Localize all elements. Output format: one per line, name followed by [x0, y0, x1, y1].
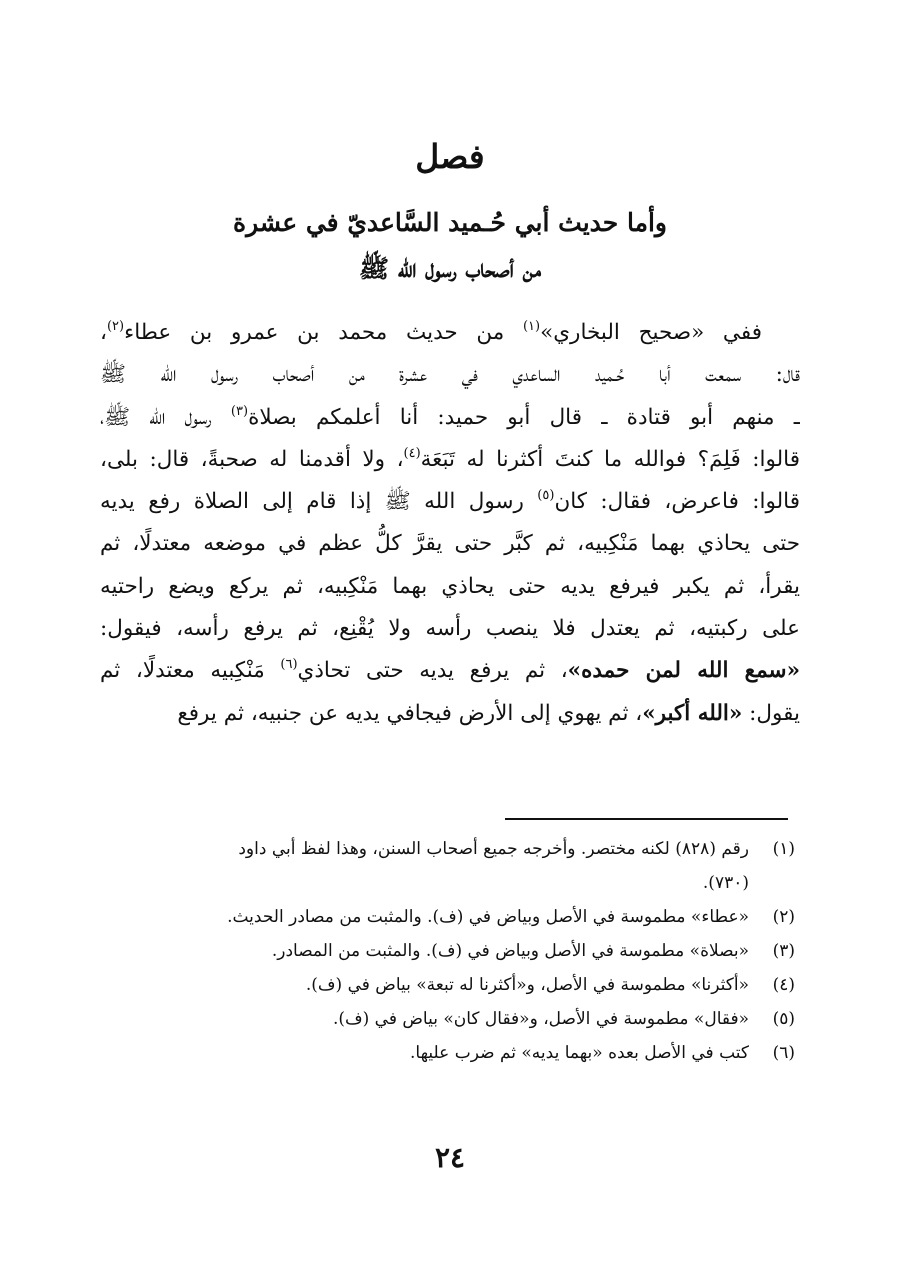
text-segment: على ركبتيه، ثم يعتدل فلا ينصب رأسه ولا يُقْنِع، ثم يرفع رأسه، فيقول:: [100, 616, 800, 642]
footnote-text: [100, 1036, 749, 1070]
bold-quote: «الله أكبر»: [642, 700, 743, 726]
footnote-line: (٧٣٠).: [702, 873, 749, 893]
footnote: [100, 1036, 795, 1070]
text-segment: رسول الله ﷺ،: [100, 404, 231, 430]
text-segment: حتى يحاذي بهما مَنْكِبيه، ثم كبَّر حتى يقرَّ كلُّ عظم في موضعه معتدلًا، ثم: [100, 531, 800, 557]
section-heading: [110, 200, 790, 292]
footnote-ref: (١): [522, 319, 541, 334]
body-line: [100, 397, 800, 439]
footnote-number: (٣): [772, 941, 795, 961]
body-line: [100, 693, 800, 735]
text-segment: ، ولا أقدمنا له صحبةً، قال: بلى،: [100, 446, 404, 472]
footnote-number: (٥): [772, 1009, 795, 1029]
body-line: [100, 650, 800, 692]
body-line: [100, 566, 800, 608]
bold-quote: «سمع الله لمن حمده»: [567, 658, 800, 684]
footnote-line: «فقال» مطموسة في الأصل، و«فقال كان» بياض في (ف).: [332, 1009, 749, 1029]
footnote-number: (٤): [772, 975, 795, 995]
footnote-text: [100, 968, 749, 1002]
body-line: [100, 312, 800, 354]
footnote-text: [100, 832, 749, 900]
body-line: [100, 354, 800, 396]
footnote-ref: (٣): [230, 403, 249, 419]
footnote-number: (٦): [772, 1043, 795, 1063]
text-segment: يقرأ، ثم يكبر فيرفع يديه حتى يحاذي بهما مَنْكِبيه، ثم يركع ويضع راحتيه: [100, 573, 800, 599]
heading-line: وأما حديث أبي حُـميد السَّاعديّ في عشرة: [233, 208, 667, 237]
text-segment: قال: سمعت أبا حُـميد الساعدي في عشرة من أصحاب رسول الله ﷺ: [100, 362, 800, 388]
body-line: [100, 608, 800, 650]
footnote-line: «بصلاة» مطموسة في الأصل وبياض في (ف). والمثبت من المصادر.: [271, 941, 749, 961]
footnote-line: رقم (٨٢٨) لكنه مختصر. وأخرجه جميع أصحاب السنن، وهذا لفظ أبي داود: [238, 839, 749, 859]
footnote-line: «أكثرنا» مطموسة في الأصل، و«أكثرنا له تبعة» بياض في (ف).: [305, 975, 749, 995]
text-segment: يقول:: [742, 700, 800, 726]
footnote: [100, 832, 795, 900]
footnote-text: [100, 934, 749, 968]
text-segment: ففي «صحيح البخاري»: [540, 320, 762, 345]
footnote-number: (٢): [772, 907, 795, 927]
text-segment: مَنْكِبيه معتدلًا، ثم: [100, 658, 281, 684]
footnote-ref: (٢): [106, 319, 125, 334]
body-line: [100, 481, 800, 523]
footnote-number: (١): [772, 839, 795, 859]
footnote-ref: (٤): [403, 445, 421, 461]
section-title: فصل: [415, 137, 485, 176]
footnote-line: كتب في الأصل بعده «بهما يديه» ثم ضرب عليها.: [410, 1043, 749, 1063]
text-segment: قالوا: فَلِمَ؟ فوالله ما كنتَ أكثرنا له تَبَعَة: [420, 446, 800, 472]
footnote-line: «عطاء» مطموسة في الأصل وبياض في (ف). والمثبت من مصادر الحديث.: [227, 907, 749, 927]
footnote: [100, 934, 795, 968]
text-segment: ، ثم يرفع يديه حتى تحاذي: [297, 658, 568, 684]
body-text: [100, 312, 800, 735]
heading-line: من أصحاب رسول الله ﷺ: [358, 254, 542, 283]
text-segment: قالوا: فاعرض، فقال: كان: [554, 489, 800, 515]
text-segment: ،: [100, 320, 107, 345]
text-segment: ـ منهم أبو قتادة ـ قال أبو حميد: أنا أعلمكم بصلاة: [248, 404, 800, 430]
footnote-ref: (٦): [280, 657, 298, 673]
body-line: [100, 439, 800, 481]
text-segment: من حديث محمد بن عمرو بن عطاء: [124, 320, 523, 345]
footnote: [100, 900, 795, 934]
footnote-ref: (٥): [537, 488, 555, 504]
footnote-text: [100, 1002, 749, 1036]
text-segment: ، ثم يهوي إلى الأرض فيجافي يديه عن جنبيه، ثم يرفع: [177, 700, 643, 726]
text-segment: رسول الله ﷺ إذا قام إلى الصلاة رفع يديه: [100, 489, 538, 515]
footnotes: [100, 832, 795, 1070]
footnote-text: [100, 900, 749, 934]
footnote: [100, 968, 795, 1002]
footnote: [100, 1002, 795, 1036]
body-line: [100, 523, 800, 565]
page-number: ٢٤: [434, 1141, 466, 1174]
footnote-separator: [505, 818, 788, 820]
